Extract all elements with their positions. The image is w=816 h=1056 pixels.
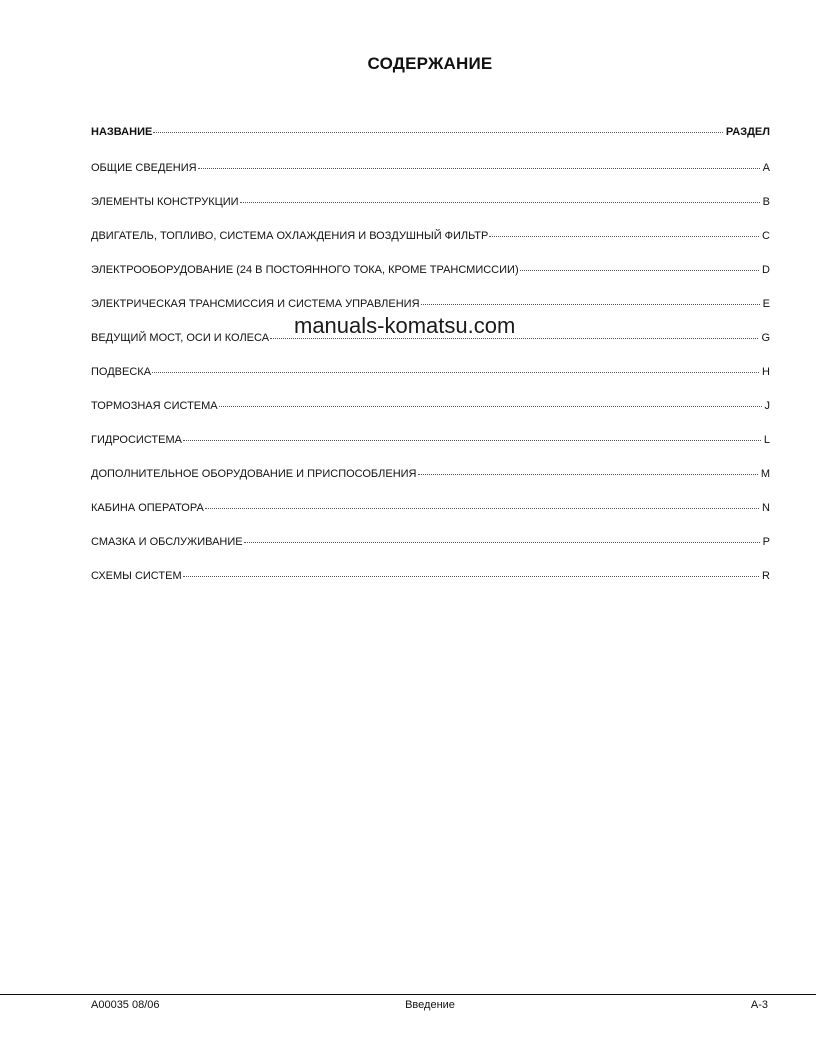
toc-header-section: РАЗДЕЛ	[725, 126, 770, 138]
toc-entry-label: СМАЗКА И ОБСЛУЖИВАНИЕ	[91, 536, 243, 548]
toc-entry-section: G	[761, 332, 770, 344]
toc-entry-section: P	[762, 536, 770, 548]
toc-entry[interactable]	[91, 536, 770, 570]
toc-entry[interactable]	[91, 570, 770, 604]
toc-entry-section: E	[762, 298, 770, 310]
toc-entry-label: ПОДВЕСКА	[91, 366, 152, 378]
toc-entry[interactable]	[91, 162, 770, 196]
toc-header	[91, 126, 770, 162]
dot-leader	[219, 406, 762, 407]
table-of-contents	[91, 126, 770, 604]
toc-entry-label: ЭЛЕКТРИЧЕСКАЯ ТРАНСМИССИЯ И СИСТЕМА УПРАВЛЕНИЯ	[91, 298, 420, 310]
footer-divider	[0, 994, 816, 995]
toc-entry-label: ДВИГАТЕЛЬ, ТОПЛИВО, СИСТЕМА ОХЛАЖДЕНИЯ И ВОЗДУШНЫЙ ФИЛЬТР	[91, 230, 489, 242]
toc-entry-section: N	[762, 502, 770, 514]
footer-page-number: A-3	[750, 999, 768, 1011]
toc-entry-label: ОБЩИЕ СВЕДЕНИЯ	[91, 162, 197, 174]
footer-section-name: Введение	[405, 999, 455, 1011]
dot-leader	[418, 474, 758, 475]
dot-leader	[152, 372, 759, 373]
toc-entry-section: R	[762, 570, 770, 582]
dot-leader	[153, 132, 723, 133]
footer-doc-id: A00035 08/06	[91, 999, 160, 1011]
toc-entry-label: ТОРМОЗНАЯ СИСТЕМА	[91, 400, 218, 412]
toc-entry-label: ДОПОЛНИТЕЛЬНОЕ ОБОРУДОВАНИЕ И ПРИСПОСОБЛЕНИЯ	[91, 468, 417, 480]
dot-leader	[489, 236, 759, 237]
dot-leader	[421, 304, 760, 305]
toc-entry[interactable]	[91, 400, 770, 434]
toc-entry-section: C	[762, 230, 770, 242]
toc-entry-label: КАБИНА ОПЕРАТОРА	[91, 502, 204, 514]
dot-leader	[520, 270, 759, 271]
dot-leader	[198, 168, 760, 169]
toc-entry-section: A	[762, 162, 770, 174]
dot-leader	[183, 440, 761, 441]
toc-entry-label: ВЕДУЩИЙ МОСТ, ОСИ И КОЛЕСА	[91, 332, 270, 344]
toc-entry[interactable]	[91, 264, 770, 298]
toc-entry-section: J	[764, 400, 770, 412]
toc-entry[interactable]	[91, 196, 770, 230]
watermark: manuals-komatsu.com	[294, 313, 516, 338]
toc-entry-label: ЭЛЕКТРООБОРУДОВАНИЕ (24 В ПОСТОЯННОГО ТОКА, КРОМЕ ТРАНСМИССИИ)	[91, 264, 519, 276]
dot-leader	[240, 202, 760, 203]
toc-entry-section: L	[763, 434, 770, 446]
toc-entry-section: B	[762, 196, 770, 208]
toc-entry[interactable]	[91, 502, 770, 536]
toc-entry[interactable]	[91, 434, 770, 468]
dot-leader	[183, 576, 759, 577]
toc-entry-section: H	[762, 366, 770, 378]
toc-entry[interactable]	[91, 230, 770, 264]
toc-entry-label: ГИДРОСИСТЕМА	[91, 434, 182, 446]
dot-leader	[205, 508, 759, 509]
toc-entry[interactable]	[91, 468, 770, 502]
toc-header-name: НАЗВАНИЕ	[91, 126, 153, 138]
toc-entry-label: ЭЛЕМЕНТЫ КОНСТРУКЦИИ	[91, 196, 239, 208]
toc-entry[interactable]	[91, 366, 770, 400]
toc-entry-label: СХЕМЫ СИСТЕМ	[91, 570, 182, 582]
page-title: СОДЕРЖАНИЕ	[367, 54, 493, 73]
toc-entry-section: M	[760, 468, 770, 480]
dot-leader	[244, 542, 760, 543]
toc-entry-section: D	[762, 264, 770, 276]
